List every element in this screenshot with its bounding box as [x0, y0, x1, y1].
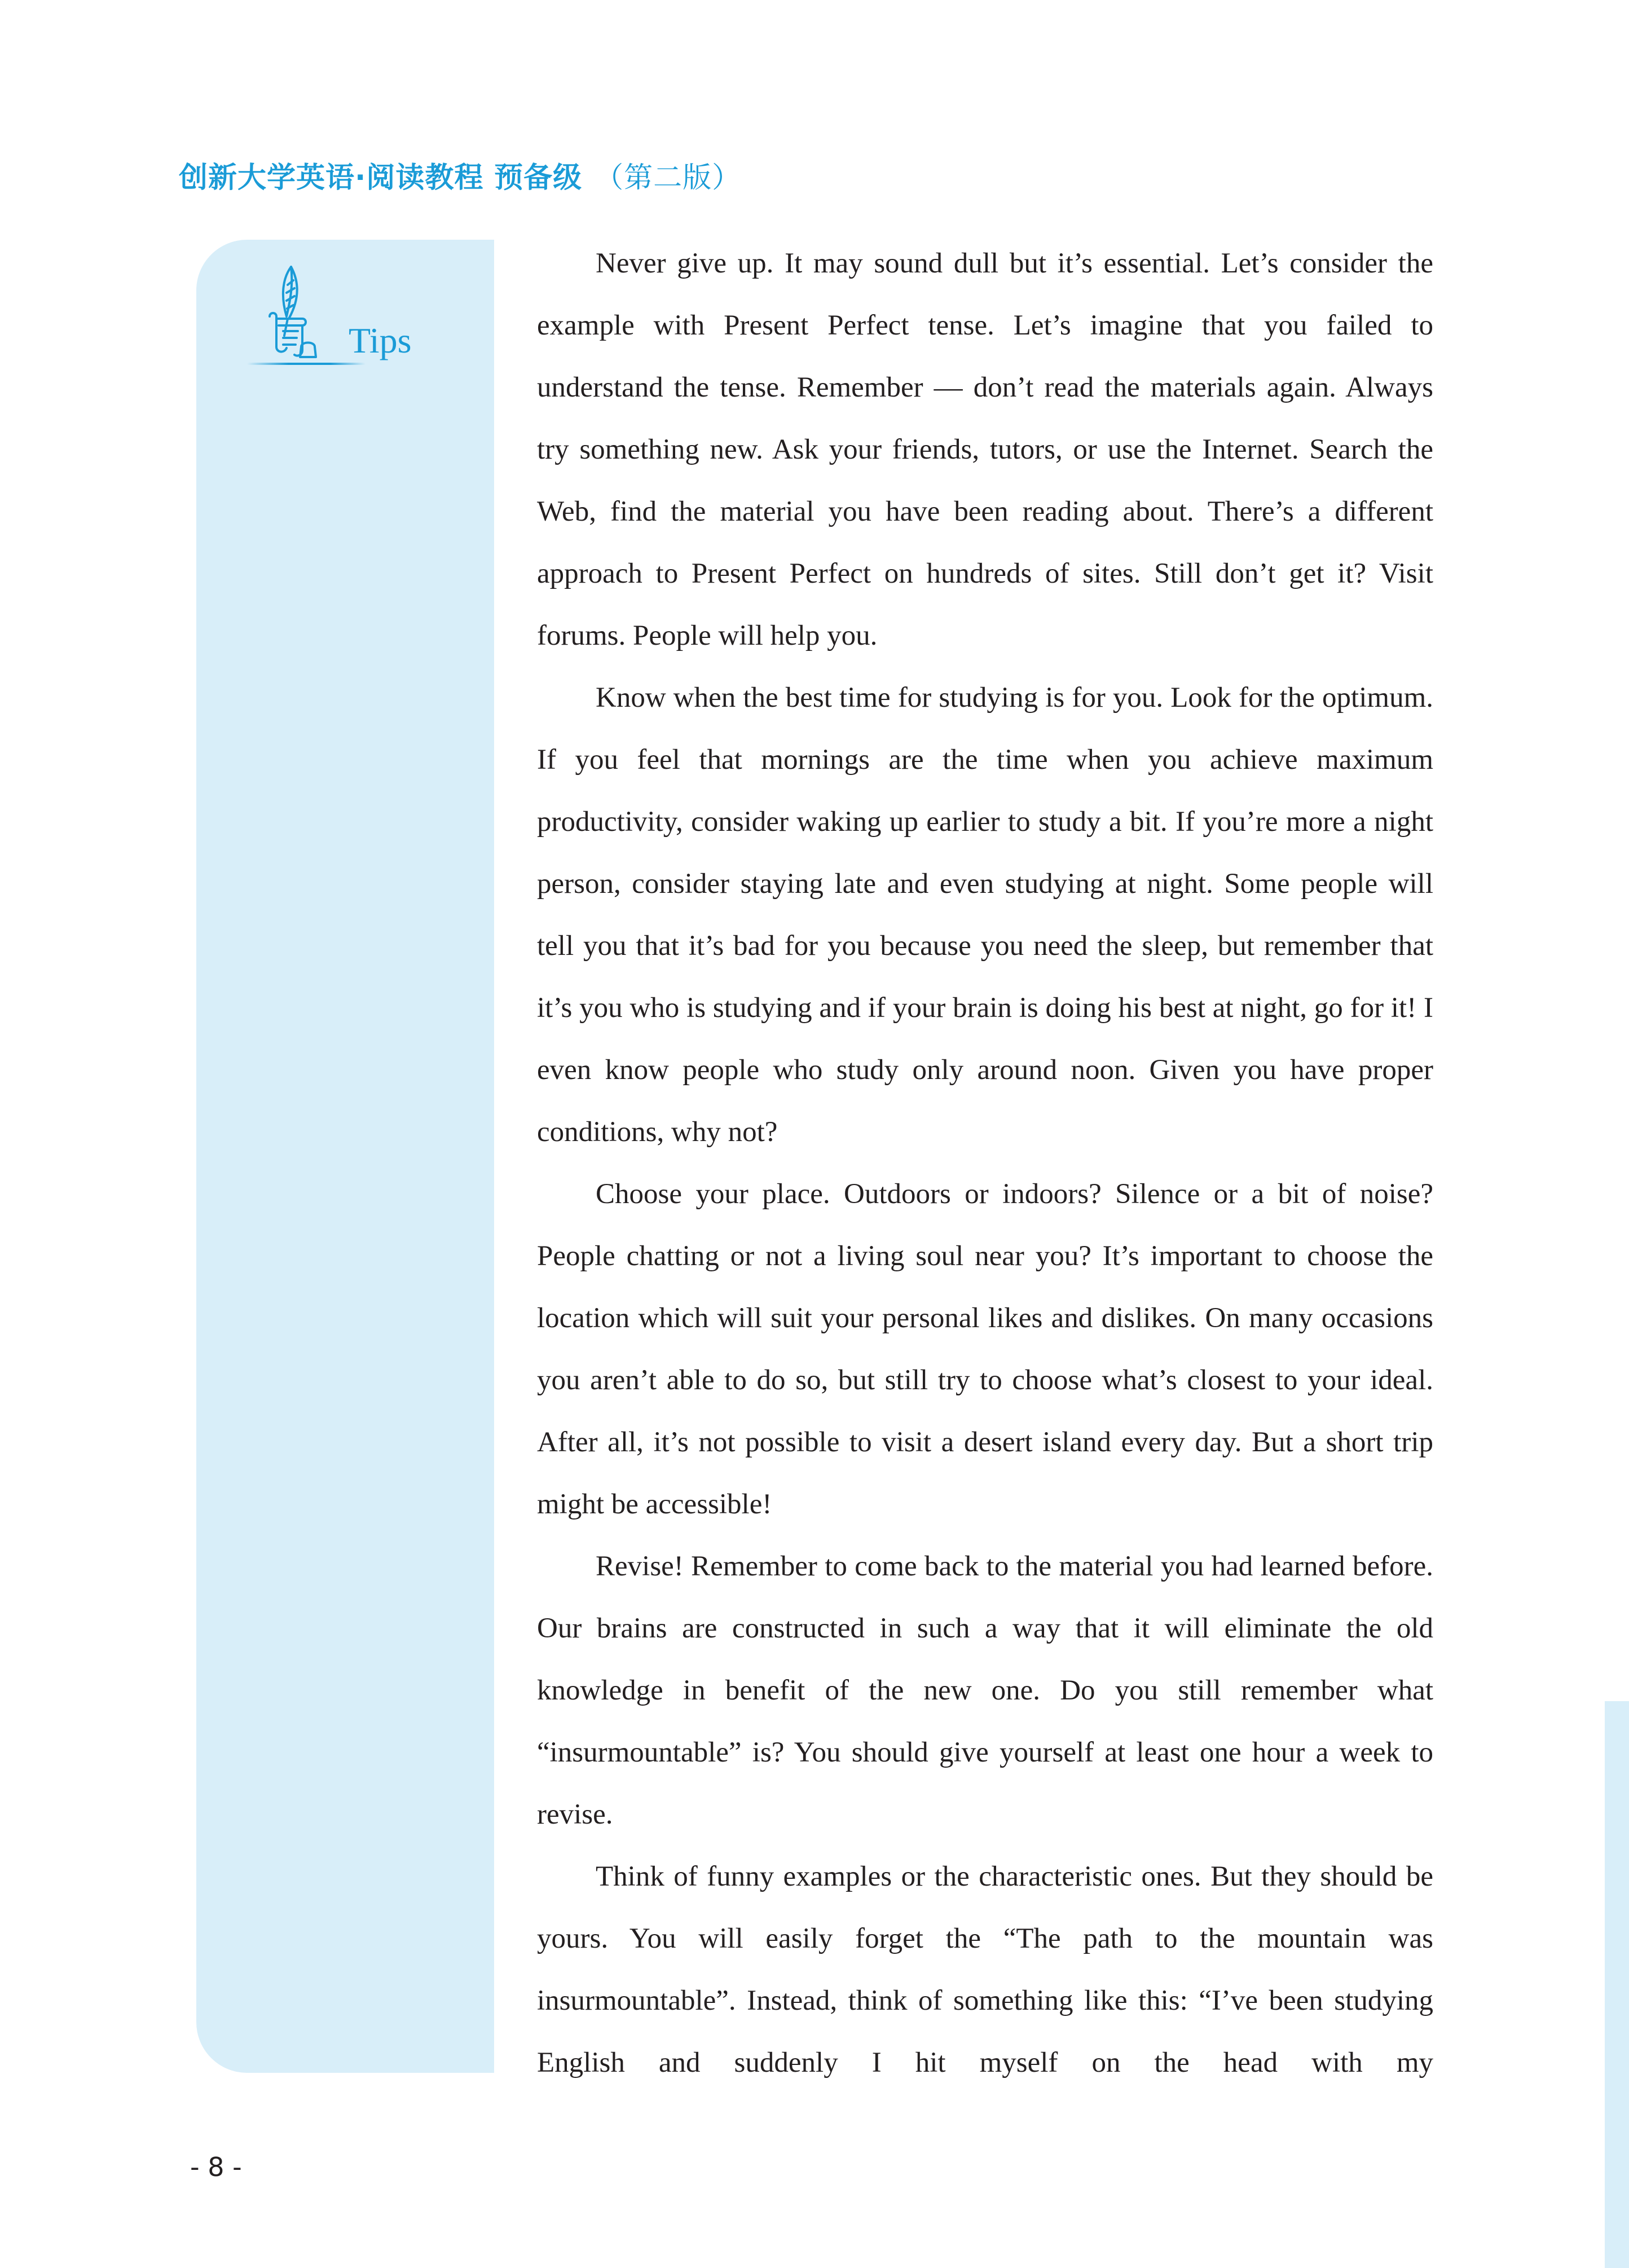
article-body — [537, 232, 1433, 2094]
book-title: 创新大学英语·阅读教程 预备级 — [179, 161, 583, 195]
book-edition: （第二版） — [595, 161, 742, 195]
quill-and-scroll-icon — [247, 262, 343, 364]
paragraph-never-give-up: Never give up. It may sound dull but it’s essential. Let’s consider the example with Present Perfect tense. Let’s imagine that you failed to understand the tense. Remember — don’t read the materials again. Always try something new. Ask your friends, tutors, or use the Internet. Search the Web, find the material you have been reading about. There’s a different approach to Present Perfect on hundreds of sites. Still don’t get it? Visit forums. People will help you. — [537, 248, 1433, 651]
tips-badge — [247, 262, 433, 364]
paragraph-best-time: Know when the best time for studying is for you. Look for the optimum. If you feel that mornings are the time when you achieve maximum productivity, consider waking up earlier to study a bit. If you’re more a night person, consider staying late and even studying at night. Some people will tell you that it’s bad for you because you need the sleep, but remember that it’s you who is studying and if your brain is doing his best at night, go for it! I even know people who study only around noon. Given you have proper conditions, why not? — [537, 682, 1433, 1148]
paragraph-revise: Revise! Remember to come back to the material you had learned before. Our brains are constructed in such a way that it will eliminate the old knowledge in benefit of the new one. Do you still remember what “insurmountable” is? You should give yourself at least one hour a week to revise. — [537, 1551, 1433, 1830]
page-number: - 8 - — [190, 2152, 242, 2182]
paragraph-choose-place: Choose your place. Outdoors or indoors? Silence or a bit of noise? People chatting or not a living soul near you? It’s important to choose the location which will suit your personal likes and dislikes. On many occasions you aren’t able to do so, but still try to choose what’s closest to your ideal. After all, it’s not possible to visit a desert island every day. But a short trip might be accessible! — [537, 1178, 1433, 1520]
tips-label: Tips — [349, 320, 412, 360]
paragraph-funny-examples: Think of funny examples or the characteristic ones. But they should be yours. You will easily forget the “The path to the mountain was insurmountable”. Instead, think of something like this: “I’ve been studying English and suddenly I hit myself on the head with my — [537, 1861, 1433, 2078]
running-header — [179, 154, 741, 196]
page-edge-tab — [1605, 1701, 1629, 2268]
tips-underline — [247, 363, 366, 365]
tips-sidebar — [196, 240, 494, 2073]
